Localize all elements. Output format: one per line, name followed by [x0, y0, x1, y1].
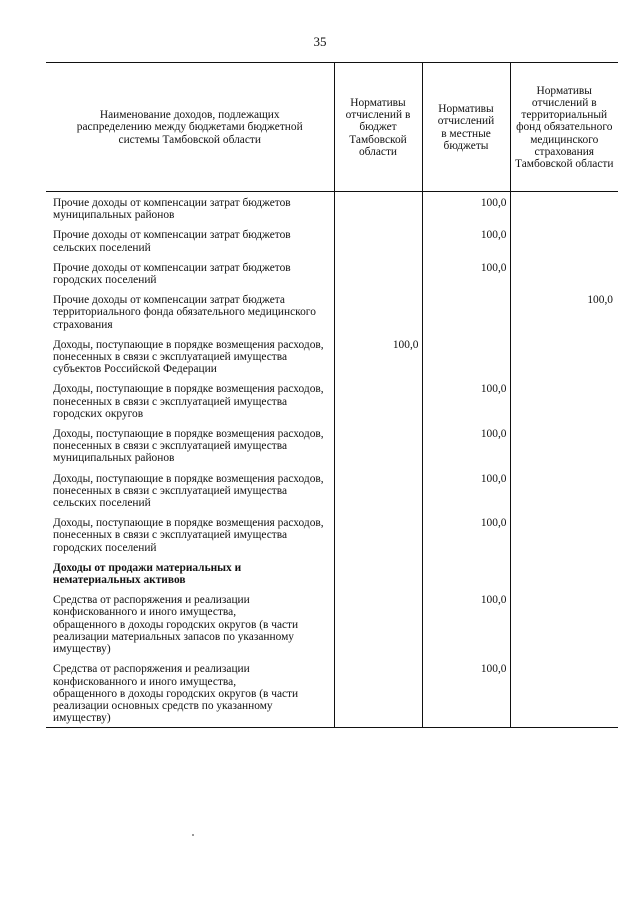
income-name-cell: Доходы, поступающие в порядке возмещения расходов, понесенных в связи с эксплуатацией имущества городских поселений: [53, 517, 324, 554]
local-value-cell: [422, 562, 510, 594]
header-regional-budget: Нормативы отчислений в бюджет Тамбовской области: [334, 63, 422, 192]
regional-value-cell: [334, 428, 422, 473]
ffoms-value-cell: [510, 562, 618, 594]
regional-value-cell: [334, 294, 422, 339]
ffoms-value-cell: [510, 473, 618, 518]
table-row: [46, 294, 618, 339]
income-name-cell: Доходы, поступающие в порядке возмещения расходов, понесенных в связи с эксплуатацией имущества сельских поселений: [53, 472, 324, 510]
table-header: [46, 63, 618, 192]
page-number: 35: [313, 34, 327, 49]
ffoms-value-cell: [510, 517, 618, 562]
local-value-cell: [422, 294, 510, 339]
income-distribution-table: [46, 62, 618, 728]
local-value-cell: 100,0: [422, 473, 510, 518]
income-name-cell: Прочие доходы от компенсации затрат бюджетов городских поселений: [53, 261, 291, 287]
regional-value-cell: [334, 562, 422, 594]
table-row: [46, 663, 618, 728]
scan-speck: [192, 834, 194, 836]
ffoms-value-cell: [510, 192, 618, 230]
local-value-cell: 100,0: [422, 517, 510, 562]
local-value-cell: 100,0: [422, 192, 510, 230]
local-value-cell: 100,0: [422, 383, 510, 428]
regional-value-cell: [334, 663, 422, 728]
ffoms-value-cell: [510, 262, 618, 294]
income-name-cell: Средства от распоряжения и реализации конфискованного и иного имущества, обращенного в доходы городских округов (в части реализации материальных запасов по указанному имуществу): [53, 594, 299, 656]
regional-value-cell: [334, 473, 422, 518]
section-row: [46, 562, 618, 594]
income-name-cell: Доходы, поступающие в порядке возмещения расходов, понесенных в связи с эксплуатацией имущества муниципальных районов: [53, 428, 324, 465]
ffoms-value-cell: [510, 339, 618, 384]
ffoms-value-cell: [510, 383, 618, 428]
ffoms-value-cell: 100,0: [510, 294, 618, 339]
regional-value-cell: [334, 594, 422, 663]
table-row: [46, 428, 618, 473]
header-local-budgets: Нормативы отчислений в местные бюджеты: [422, 63, 510, 192]
local-value-cell: [422, 339, 510, 384]
local-value-cell: 100,0: [422, 262, 510, 294]
regional-value-cell: [334, 383, 422, 428]
header-medical-insurance-fund: Нормативы отчислений в территориальный фонд обязательного медицинского страхования Тамбовской области: [510, 63, 618, 192]
table-row: [46, 473, 618, 518]
local-value-cell: 100,0: [422, 229, 510, 261]
table-row: [46, 339, 618, 384]
income-name-cell: Прочие доходы от компенсации затрат бюджетов муниципальных районов: [53, 197, 291, 222]
section-title: Доходы от продажи материальных и нематериальных активов: [53, 561, 242, 587]
ffoms-value-cell: [510, 594, 618, 663]
regional-value-cell: 100,0: [334, 339, 422, 384]
income-name-cell: Прочие доходы от компенсации затрат бюджета территориального фонда обязательного медицинского страхования: [53, 294, 316, 331]
regional-value-cell: [334, 229, 422, 261]
local-value-cell: 100,0: [422, 594, 510, 663]
local-value-cell: 100,0: [422, 663, 510, 728]
income-name-cell: Доходы, поступающие в порядке возмещения расходов, понесенных в связи с эксплуатацией имущества субъектов Российской Федерации: [53, 338, 324, 376]
income-name-cell: Средства от распоряжения и реализации конфискованного и иного имущества, обращенного в доходы городских округов (в части реализации основных средств по указанному имуществу): [46, 663, 334, 728]
income-name-cell: Прочие доходы от компенсации затрат бюджетов сельских поселений: [53, 229, 291, 254]
regional-value-cell: [334, 192, 422, 230]
ffoms-value-cell: [510, 229, 618, 261]
table-row: [46, 192, 618, 230]
regional-value-cell: [334, 517, 422, 562]
ffoms-value-cell: [510, 663, 618, 728]
table-row: [46, 383, 618, 428]
table-row: [46, 262, 618, 294]
table-row: [46, 517, 618, 562]
ffoms-value-cell: [510, 428, 618, 473]
local-value-cell: 100,0: [422, 428, 510, 473]
header-income-name: Наименование доходов, подлежащих распределению между бюджетами бюджетной системы Тамбовской области: [46, 63, 334, 192]
regional-value-cell: [334, 262, 422, 294]
income-name-cell: Доходы, поступающие в порядке возмещения расходов, понесенных в связи с эксплуатацией имущества городских округов: [53, 383, 324, 420]
table-row: [46, 594, 618, 663]
table-row: [46, 229, 618, 261]
